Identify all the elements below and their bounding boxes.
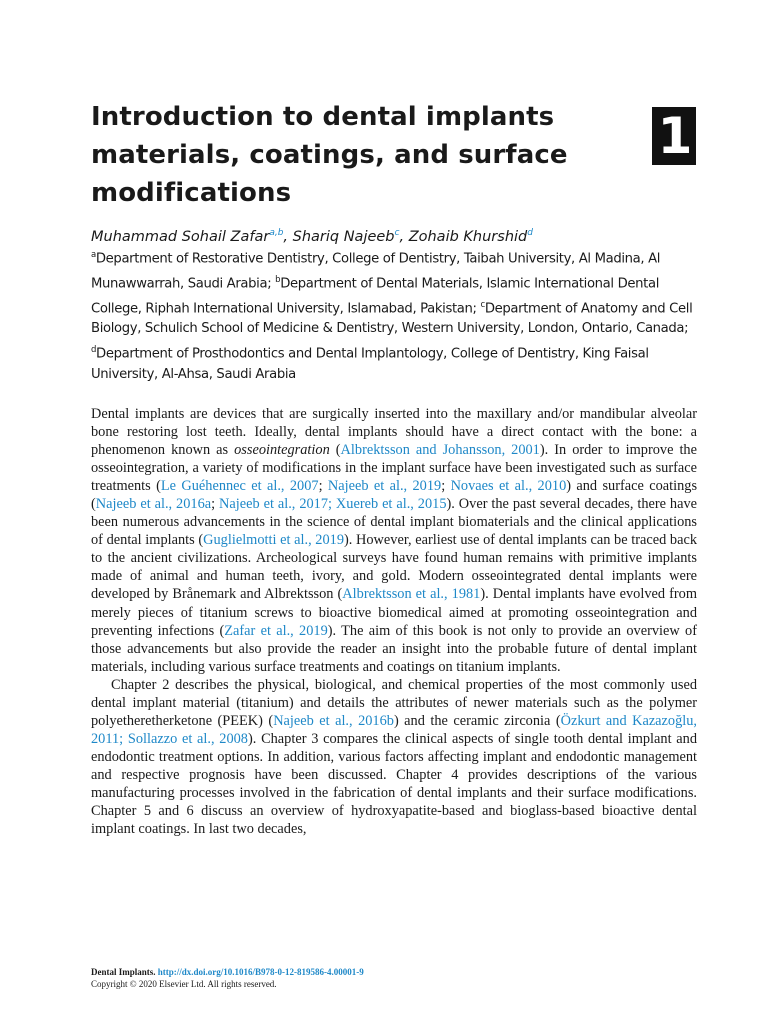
citation-link[interactable]: Özkurt and Kazazoğlu, 2011; Sollazzo et al., 2008 bbox=[91, 712, 698, 747]
citation-link[interactable]: Novaes et al., 2010 bbox=[450, 478, 567, 495]
paragraph-text: ) and the ceramic zirconia ( bbox=[393, 712, 561, 729]
paragraph-text: ). Chapter 3 compares the clinical aspects of single tooth dental implant and endodontic treatment options. In addition, various factors affecting implant and endodontic management and respective prognosis have been discussed. Chapter 4 provides descriptions of the various manufacturing processes involved in the fabrication of dental implants and their surface modifications. Chapter 5 and 6 discuss an overview of hydroxyapatite-based and bioglass-based bioactive dental implant coatings. In last two decades, bbox=[91, 730, 697, 838]
paragraph-text: ). In order to improve the osseointegration, a variety of modifications in the implant surface have been investigated such as surface treatments ( bbox=[91, 442, 697, 495]
citation-link[interactable]: Najeeb et al., 2017; Xuereb et al., 2015 bbox=[219, 496, 447, 513]
affiliation-marker: b bbox=[275, 274, 281, 285]
citation-link[interactable]: Le Guéhennec et al., 2007 bbox=[160, 478, 319, 495]
footer-doi-link[interactable]: http://dx.doi.org/10.1016/B978-0-12-819586-4.00001-9 bbox=[157, 967, 364, 977]
citation-link[interactable]: Najeeb et al., 2019 bbox=[327, 478, 442, 495]
paragraph-text: ( bbox=[329, 442, 341, 459]
affiliation-text: Department of Anatomy and Cell Biology, Schulich School of Medicine & Dentistry, Western University, London, Ontario, Canada; bbox=[91, 300, 693, 337]
paragraph-text: ). Dental implants have evolved from merely pieces of titanium screws to bioactive biomedical aimed at promoting osseointegration and preventing infections ( bbox=[91, 586, 697, 639]
footer-journal: Dental Implants bbox=[91, 967, 154, 977]
footer-citation bbox=[91, 966, 691, 978]
author-affiliation-link[interactable]: a,b bbox=[269, 228, 284, 238]
body-text bbox=[91, 405, 697, 838]
paragraph-text: ; bbox=[211, 496, 220, 513]
author-affiliation-link[interactable]: d bbox=[527, 228, 533, 238]
footer-copyright: Copyright © 2020 Elsevier Ltd. All rights reserved. bbox=[91, 979, 277, 989]
citation-link[interactable]: Najeeb et al., 2016a bbox=[95, 496, 212, 513]
page-footer bbox=[91, 966, 691, 990]
paragraph-text: Dental implants are devices that are surgically inserted into the maxillary and/or mandibular alveolar bone restoring lost teeth. Ideally, dental implants should have a direct contact with the bone: a phenomenon known as bbox=[91, 406, 697, 459]
citation-link[interactable]: Zafar et al., 2019 bbox=[224, 622, 328, 639]
paragraph-text: ). Over the past several decades, there have been numerous advancements in the science of dental implant biomaterials and the clinical applications of dental implants ( bbox=[91, 496, 698, 549]
chapter-title-block bbox=[91, 98, 611, 212]
affiliation-text: Department of Restorative Dentistry, College of Dentistry, Taibah University, Al Madina, Al Munawwarrah, Saudi Arabia; bbox=[91, 251, 661, 292]
paragraph-text: ; bbox=[441, 478, 451, 495]
affiliation-marker: a bbox=[91, 250, 96, 260]
body-paragraph bbox=[91, 405, 697, 676]
author-name: Muhammad Sohail Zafar bbox=[91, 228, 270, 245]
paragraph-text: Chapter 2 describes the physical, biological, and chemical properties of the most commonly used dental implant material (titanium) and details the attributes of newer materials such as the polymer polyetheretherketone (PEEK) ( bbox=[91, 676, 697, 729]
author-list: Muhammad Sohail Zafar$^{a,b}$, Shariq Najeeb$^c$, Zohaib Khurshid$^d$ bbox=[91, 228, 533, 245]
citation-link[interactable]: Guglielmotti et al., 2019 bbox=[203, 532, 344, 549]
body-paragraph bbox=[91, 676, 697, 838]
citation-link[interactable]: Najeeb et al., 2016b bbox=[273, 712, 394, 729]
affiliation-marker: c bbox=[480, 299, 485, 310]
author-affiliation-link[interactable]: c bbox=[394, 228, 400, 238]
paragraph-text: ). However, earliest use of dental implants can be traced back to the ancient civilizations. Archeological surveys have found human remains with primitive implants made of animal and human teeth, ivory, and gold. Modern osseointegrated dental implants were developed by Brånemark and Albrektsson ( bbox=[91, 532, 697, 603]
chapter-title bbox=[91, 98, 611, 212]
affiliations bbox=[91, 245, 701, 385]
author-name: Zohaib Khurshid bbox=[408, 228, 528, 245]
chapter-title-line: modifications bbox=[91, 178, 292, 208]
chapter-title-line: Introduction to dental implants bbox=[91, 102, 555, 132]
paragraph-text: ). The aim of this book is not only to provide an overview of those advancements but also provide the reader an insight into the probable future of dental implant materials, including various surface treatments and coatings on titanium implants. bbox=[91, 622, 697, 675]
paragraph-text: ; bbox=[318, 478, 328, 495]
emphasis-text: osseointegration bbox=[234, 442, 330, 459]
chapter-title-line: materials, coatings, and surface bbox=[91, 140, 568, 170]
affiliation-text: Department of Prosthodontics and Dental Implantology, College of Dentistry, King Faisal University, Al-Ahsa, Saudi Arabia bbox=[91, 346, 649, 382]
citation-link[interactable]: Albrektsson and Johansson, 2001 bbox=[340, 442, 540, 459]
affiliation-text: Department of Dental Materials, Islamic International Dental College, Riphah International University, Islamabad, Pakistan; bbox=[91, 276, 660, 316]
paragraph-text: ) and surface coatings ( bbox=[91, 478, 698, 513]
chapter-number-badge: 1 bbox=[652, 107, 696, 165]
affiliation-marker: d bbox=[91, 344, 97, 355]
author-name: Shariq Najeeb bbox=[292, 228, 395, 245]
citation-link[interactable]: Albrektsson et al., 1981 bbox=[342, 586, 481, 603]
footer-separator: . bbox=[153, 967, 158, 977]
